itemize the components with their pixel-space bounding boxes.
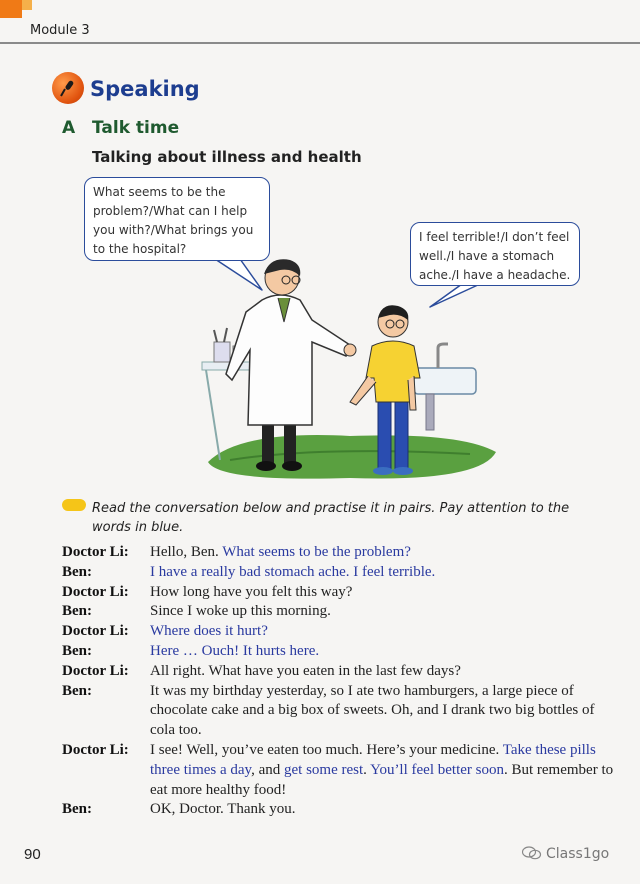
speech-text: [150, 682, 622, 741]
dialogue-turn: [62, 583, 622, 603]
highlighted-phrase: I have a really bad stomach ache. I feel terrible.: [150, 563, 436, 580]
watermark-text: Class1go: [546, 846, 610, 862]
section-subtitle: Talking about illness and health: [92, 148, 362, 166]
bubble-line: What seems to be the: [93, 185, 226, 199]
speech-segment: , and: [251, 761, 284, 778]
section-heading: Speaking: [90, 77, 200, 101]
dialogue-turn: [62, 682, 622, 741]
speech-text: [150, 543, 622, 563]
speech-segment: I see! Well, you’ve eaten too much. Here’s your medicine.: [150, 741, 503, 758]
speech-segment: Hello, Ben.: [150, 544, 223, 560]
bubble-line: I feel terrible!/I don’t feel: [419, 230, 570, 244]
highlighted-phrase: What seems to be the problem?: [222, 544, 411, 560]
instruction-text: Read the conversation below and practise it in pairs. Pay attention to the words in blue.: [92, 501, 570, 535]
module-label: Module 3: [30, 23, 90, 38]
speaker-name: Doctor Li:: [62, 583, 129, 600]
speech-segment: All right. What have you eaten in the last few days?: [150, 662, 461, 679]
speaker-name: Ben:: [62, 642, 92, 659]
dialogue-turn: [62, 662, 622, 682]
instruction-marker: [62, 499, 86, 511]
speaker-name: Doctor Li:: [62, 741, 129, 758]
speech-text: [150, 602, 622, 622]
highlighted-phrase: Take these pills three times a day: [150, 741, 596, 778]
dialogue-turn: [62, 741, 622, 800]
dialogue-turn: [62, 543, 622, 563]
speaker-name: Ben:: [62, 682, 92, 699]
bubble-line: to the hospital?: [93, 242, 187, 256]
speaker-name: Doctor Li:: [62, 623, 129, 640]
speaker-name: Ben:: [62, 801, 92, 818]
speech-text: [150, 662, 622, 682]
speech-text: [150, 583, 622, 603]
speech-segment: .: [363, 761, 371, 778]
section-title: Talk time: [92, 118, 180, 138]
speech-text: [150, 800, 622, 820]
speech-segment: . But remember to eat more healthy food!: [150, 761, 614, 798]
highlighted-phrase: Where does it hurt?: [150, 623, 268, 640]
highlighted-phrase: You’ll feel better soon: [370, 761, 504, 778]
dialogue: [62, 543, 622, 820]
speaker-name: Doctor Li:: [62, 544, 129, 560]
speech-segment: It was my birthday yesterday, so I ate two hamburgers, a large piece of chocolate cake and a big box of sweets. Oh, and I drank two big bottles of cola too.: [150, 682, 595, 739]
speech-text: [150, 741, 622, 800]
watermark: [522, 846, 609, 862]
bubble-line: ache./I have a headache.: [419, 268, 571, 282]
page-number: 90: [24, 846, 41, 863]
dialogue-turn: [62, 563, 622, 583]
bubble-line: you with?/What brings you: [93, 223, 254, 237]
speech-segment: Since I woke up this morning.: [150, 603, 331, 620]
dialogue-turn: [62, 622, 622, 642]
speech-text: [150, 563, 622, 583]
highlighted-phrase: get some rest: [284, 761, 364, 778]
dialogue-turn: [62, 602, 622, 622]
speech-text: [150, 642, 622, 662]
speaker-name: Ben:: [62, 603, 92, 620]
speaker-name: Doctor Li:: [62, 662, 129, 679]
speaker-name: Ben:: [62, 563, 92, 580]
section-letter: A: [62, 118, 76, 138]
doctor-speech-bubble: [84, 177, 270, 261]
speech-segment: How long have you felt this way?: [150, 583, 353, 600]
bubble-line: problem?/What can I help: [93, 204, 248, 218]
bubble-line: well./I have a stomach: [419, 249, 555, 263]
dialogue-turn: [62, 800, 622, 820]
speech-segment: OK, Doctor. Thank you.: [150, 801, 296, 818]
doctor-patient-illustration: [200, 250, 500, 485]
highlighted-phrase: Here … Ouch! It hurts here.: [150, 642, 320, 659]
wechat-icon: [522, 846, 542, 860]
speech-text: [150, 622, 622, 642]
dialogue-turn: [62, 642, 622, 662]
